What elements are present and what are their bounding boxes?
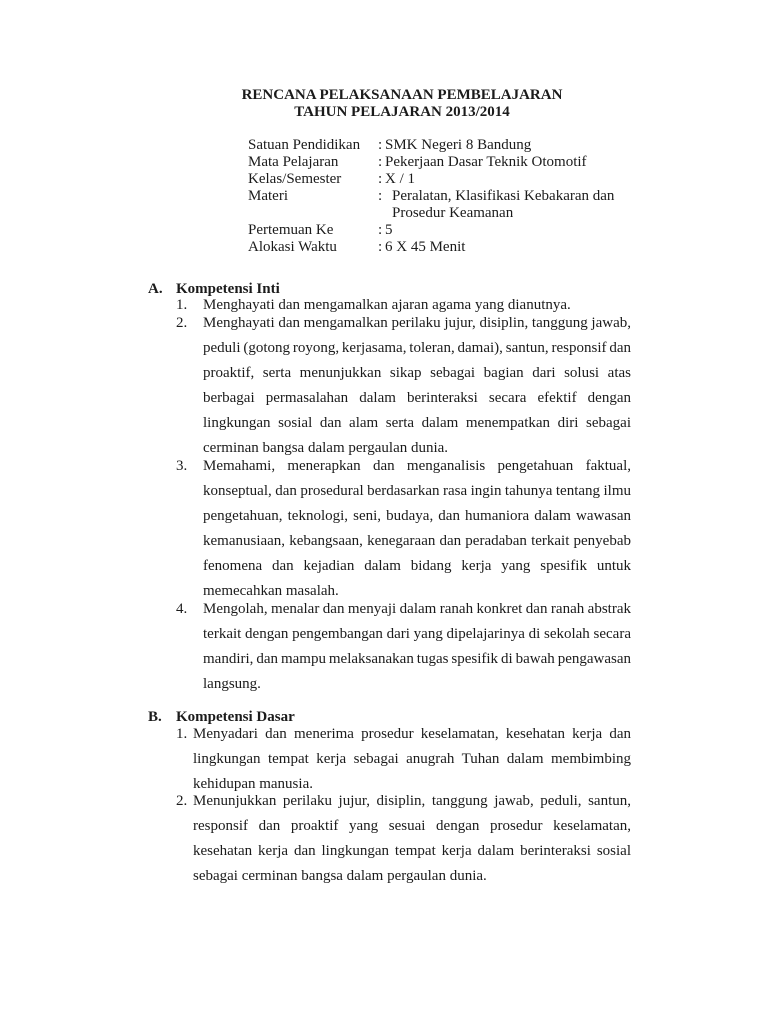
identity-value: Peralatan, Klasifikasi Kebakaran dan Prosedur Keamanan — [392, 188, 615, 221]
text-line: langsung. — [203, 676, 261, 692]
text-line: kehidupan manusia. — [193, 776, 313, 792]
identity-row-satuan-pendidikan — [248, 137, 632, 154]
text-line: pengetahuan, teknologi, seni, budaya, dan humaniora dalam wawasan — [203, 508, 631, 524]
kompetensi-inti-item — [176, 457, 631, 600]
text-line: Memahami, menerapkan dan menganalisis pengetahuan faktual, — [203, 458, 631, 474]
section-letter: A. — [148, 281, 163, 297]
item-number: 2. — [176, 793, 188, 809]
item-number: 3. — [176, 458, 188, 474]
text-line: kemanusiaan, kebangsaan, kenegaraan dan peradaban terkait penyebab — [203, 533, 631, 549]
item-text — [193, 725, 631, 793]
identity-table — [248, 137, 632, 256]
identity-value: Pekerjaan Dasar Teknik Otomotif — [385, 154, 587, 170]
item-number: 4. — [176, 601, 188, 617]
item-text — [193, 792, 631, 885]
section-title: Kompetensi Dasar — [176, 709, 295, 725]
identity-separator: : — [378, 188, 383, 204]
item-text — [203, 314, 631, 457]
text-line: Menunjukkan perilaku jujur, disiplin, tanggung jawab, peduli, santun, — [193, 793, 631, 809]
text-line: Menghayati dan mengamalkan ajaran agama yang dianutnya. — [203, 297, 571, 313]
identity-row-kelas-semester — [248, 171, 632, 188]
identity-label: Kelas/Semester — [248, 171, 342, 187]
item-text — [203, 457, 631, 600]
item-number: 1. — [176, 726, 188, 742]
text-line: mandiri, dan mampu melaksanakan tugas spesifik di bawah pengawasan — [203, 651, 631, 667]
text-line: terkait dengan pengembangan dari yang dipelajarinya di sekolah secara — [203, 626, 631, 642]
identity-label: Materi — [248, 188, 288, 204]
text-line: kesehatan kerja dan lingkungan tempat kerja dalam berinteraksi sosial — [193, 843, 631, 859]
identity-row-materi — [248, 188, 632, 222]
item-text — [203, 296, 631, 314]
kompetensi-dasar-item — [176, 725, 631, 793]
identity-separator: : — [378, 171, 383, 187]
kompetensi-inti-item — [176, 600, 631, 693]
kompetensi-inti-item — [176, 314, 631, 457]
identity-value: 6 X 45 Menit — [385, 239, 466, 255]
text-line: responsif dan proaktif yang sesuai dengan prosedur keselamatan, — [193, 818, 631, 834]
identity-separator: : — [378, 239, 383, 255]
section-heading-kompetensi-dasar — [148, 708, 648, 726]
identity-label: Pertemuan Ke — [248, 222, 334, 238]
item-number: 1. — [176, 297, 188, 313]
text-line: berbagai permasalahan dalam berinteraksi secara efektif dengan — [203, 390, 631, 406]
document-title — [148, 87, 656, 121]
text-line: lingkungan sosial dan alam serta dalam menempatkan diri sebagai — [203, 415, 631, 431]
section-letter: B. — [148, 709, 162, 725]
text-line: proaktif, serta menunjukkan sikap sebagai bagian dari solusi atas — [203, 365, 631, 381]
title-line-1: RENCANA PELAKSANAAN PEMBELAJARAN — [241, 87, 563, 103]
identity-label: Satuan Pendidikan — [248, 137, 361, 153]
identity-label: Mata Pelajaran — [248, 154, 339, 170]
identity-separator: : — [378, 154, 383, 170]
identity-label: Alokasi Waktu — [248, 239, 337, 255]
text-line: sebagai cerminan bangsa dalam pergaulan dunia. — [193, 868, 487, 884]
section-title: Kompetensi Inti — [176, 281, 280, 297]
identity-value: SMK Negeri 8 Bandung — [385, 137, 532, 153]
identity-row-mata-pelajaran — [248, 154, 632, 171]
kompetensi-dasar-item — [176, 792, 631, 885]
text-line: Menghayati dan mengamalkan perilaku jujur, disiplin, tanggung jawab, — [203, 315, 631, 331]
text-line: peduli (gotong royong, kerjasama, toleran, damai), santun, responsif dan — [203, 340, 631, 356]
text-line: Mengolah, menalar dan menyaji dalam ranah konkret dan ranah abstrak — [203, 601, 631, 617]
identity-row-pertemuan-ke — [248, 222, 632, 239]
item-number: 2. — [176, 315, 188, 331]
text-line: Menyadari dan menerima prosedur keselamatan, kesehatan kerja dan — [193, 726, 631, 742]
text-line: konseptual, dan prosedural berdasarkan rasa ingin tahunya tentang ilmu — [203, 483, 631, 499]
kompetensi-inti-item — [176, 296, 631, 314]
text-line: fenomena dan kejadian dalam bidang kerja yang spesifik untuk — [203, 558, 631, 574]
identity-row-alokasi-waktu — [248, 239, 632, 256]
identity-separator: : — [378, 137, 383, 153]
text-line: cerminan bangsa dalam pergaulan dunia. — [203, 440, 449, 456]
title-line-2: TAHUN PELAJARAN 2013/2014 — [294, 104, 510, 120]
text-line: lingkungan tempat kerja sebagai anugrah Tuhan dalam membimbing — [193, 751, 631, 767]
text-line: memecahkan masalah. — [203, 583, 339, 599]
identity-value: X / 1 — [385, 171, 415, 187]
item-text — [203, 600, 631, 693]
identity-value: 5 — [385, 222, 393, 238]
identity-separator: : — [378, 222, 383, 238]
